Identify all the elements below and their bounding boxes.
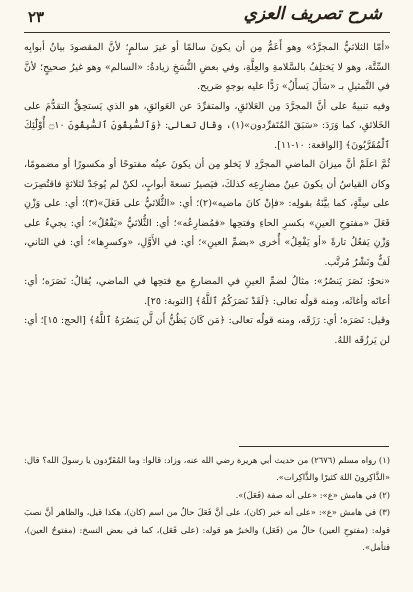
paragraph: ثُمَّ اعلَمْ أنَّ ميزانَ الماضي المجرَّدِ لا يَخلو مِن أن يكونَ عينُه مفتوحًا أو مكسورًا أو مضمومًا، وكان القياسُ أن يكونَ عينُ مضارِعِه كذلكَ، فيَصيرُ تسعةَ أبوابٍ، لكنْ لم يُوجَدْ لثلاثةٍ فاقتُصِرَت على سِتَّةٍ، كما بيَّنَهُ بقولِه: «فإنْ كانَ ماضيه»(٢)؛ أي: «الثُّلاثيُّ على فَعَلَ»(٣)؛ أي: على وَزْنِ فَعَلَ «مفتوحِ العينِ» بكسرِ الحاءِ وفتحِها «فمُضارِعُه»؛ أي: الثُّلاثيُّ «يَفْعُلُ»؛ أي: يجيءُ على وَزْنِ يَفعُلُ تارةً «أو يَفْعِلُ» أُخرى «بضمِّ العينِ»؛ أي: في الأَوَّلِ، «وكسرِها»؛ أي: في الثاني، لَفٌّ ونَشْرٌ مُرتَّب. <box>24 159 390 268</box>
paragraph: وقيل: نَصَرَه؛ أي: رَزَقَه، ومنه قولُه تعالى: ﴿مَن كَانَ يَظُنُّ أَن لَّن يَنصُرَهُ ٱللَّهُ﴾ [الحج: ١٥]؛ أي: لن يَرزُقَه اللهُ. <box>24 315 390 346</box>
page-number: ٢٣ <box>28 8 45 26</box>
footnote: (١) رواه مسلم (٢٦٧٦) من حديث أبي هريرة رضي الله عنه، وزاد: قالوا: وما المُفَرِّدون يا رسولَ الله؟ قال: «الذَّاكِرونَ اللهَ كثيرًا والذَّاكِرات». <box>24 455 390 483</box>
footnote: (٢) في هامش «ع»: «على أنه صفة (فَعَلَ)». <box>235 489 390 500</box>
main-text <box>24 38 390 438</box>
paragraph: «أمّا الثلاثيُّ المجرَّدُ» وهو أَعَمُّ مِن أن يكونَ سالمًا أو غيرَ سالمٍ؛ لأنَّ المقصودَ بيانُ أبوابِه السِّتَّة، وهو لا يَختلِفُ بالسَّلامةِ والعِلَّةِ، وفي بعضِ النُّسَخِ زيادةُ: «السالم» وهو غيرُ صحيحٍ؛ لأنَّ في التَّمثيلِ بـ «سَأَلَ يَسأَلُ» رَدًّا عليه بوجهٍ صَريح. <box>24 42 390 92</box>
paragraph: وفيه تنبيهٌ على أنَّ المجرَّدَ مِن العَلائقِ، والمتفرِّدَ عن العَوائقِ، هو الذي يَستحِقُّ التقدُّمَ على الخَلائقِ، كما وَرَدَ: «سَبَقَ المُتَفرِّدون»(١)، وقال تعالى: ﴿وَٱلسَّٰبِقُونَ ٱلسَّٰبِقُونَ ۝١٠ أُوْلَٰٓئِكَ ٱلْمُقَرَّبُونَ﴾ [الواقعة: ١٠-١١]. <box>24 100 390 151</box>
footnote-divider <box>239 446 389 447</box>
paragraph: «نحوُ: نَصَرَ يَنصُرُ»: مثالُ لضمِّ العينِ في المضارعِ مع فتحِها في الماضي، يُقالُ: نَصَرَه؛ أي: أعانَه وأغاثَه، ومنه قولُه تعالى: ﴿لَقَدْ نَصَرَكُمُ ٱللَّهُ﴾ [التوبة: ٢٥]. <box>24 276 390 307</box>
running-title: شرح تصريف العزي <box>243 4 382 24</box>
footnotes <box>24 452 390 588</box>
footnote: (٣) في هامش «ع»: «على أنه خبر (كان)، على أنَّ فَعَلَ حالٌ من اسم (كان)، هكذا قيل، والظاهر أنَّ نصبَ قوله: (مفتوحِ العين) حالٌ من (فَعَل) والخبرُ هو قوله: (على فَعَل)، كما في بعض النسخ: (مفتوحُ العين)، فتأمل». <box>24 507 390 553</box>
header-divider <box>24 32 390 33</box>
